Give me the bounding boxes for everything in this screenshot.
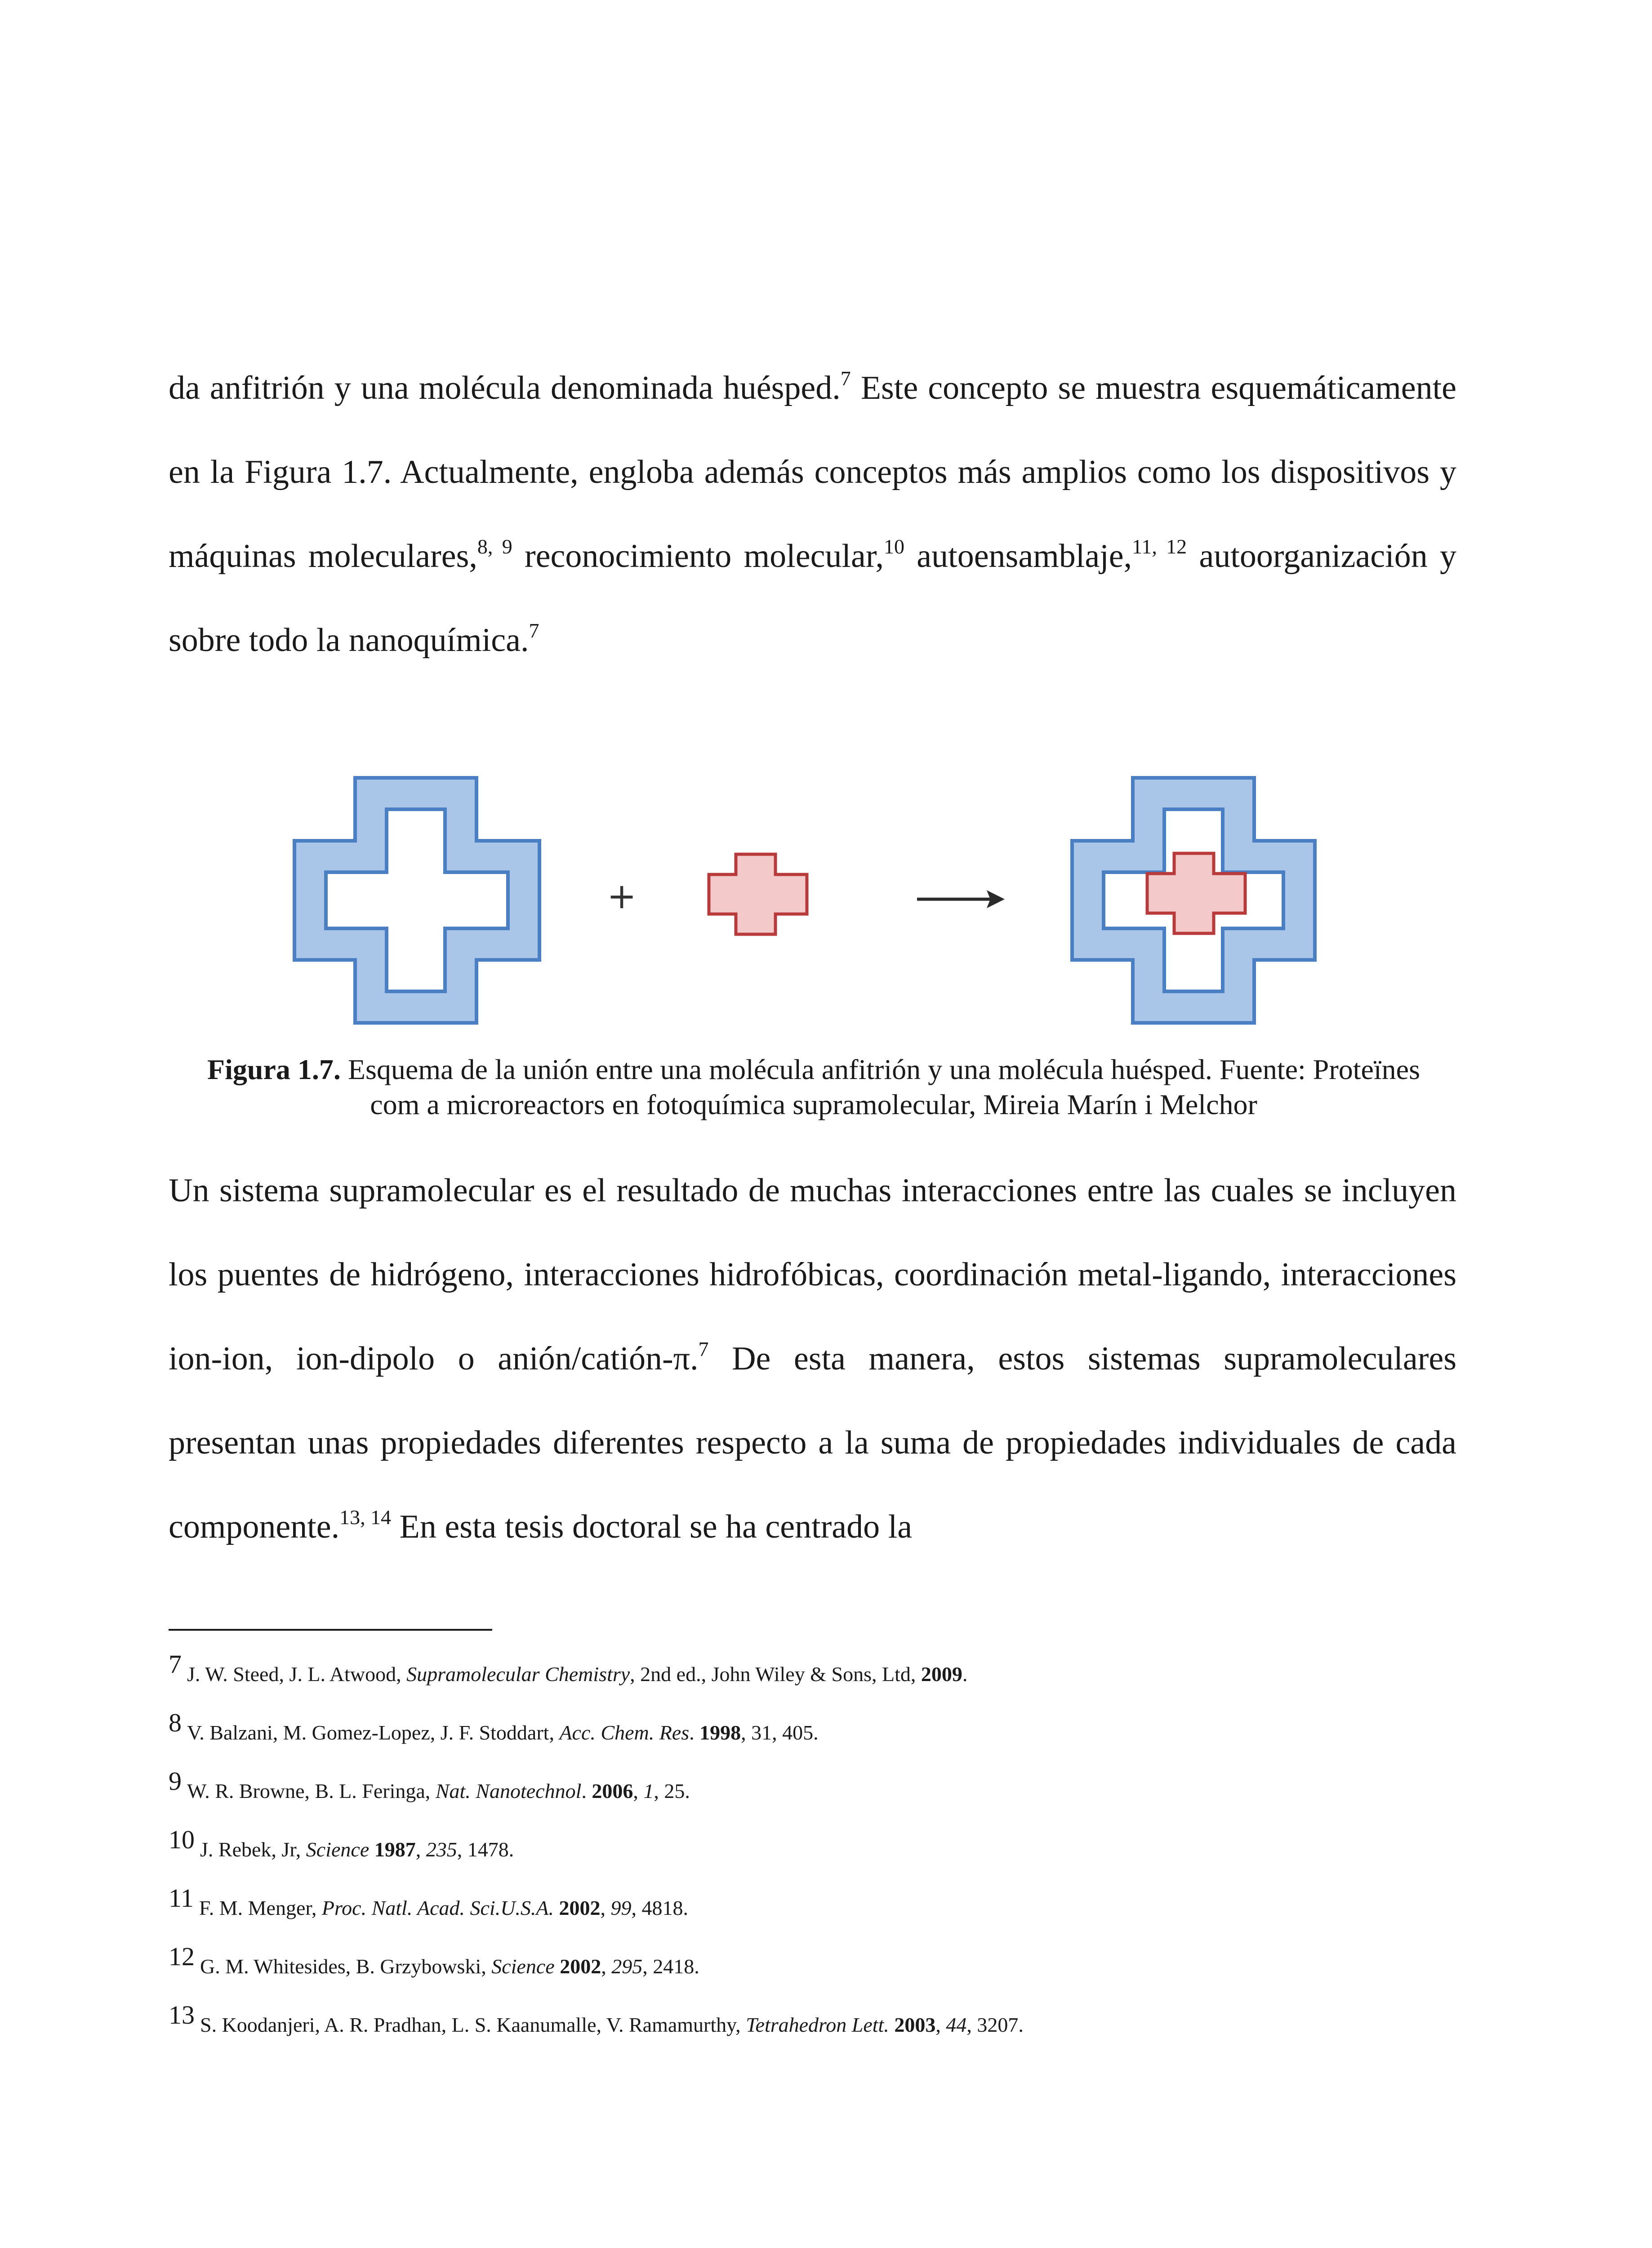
- figure-host-guest: [0, 764, 1652, 1030]
- text-run: De esta manera, estos sistemas supramoleculares presentan unas propiedades diferentes respecto a la suma de propiedades individuales de cada componente.: [169, 1340, 1456, 1545]
- body-paragraph-1: [169, 346, 1456, 682]
- footnote: 10 J. Rebek, Jr, Science 1987, 235, 1478.: [169, 1825, 514, 1861]
- caption-label: Figura 1.7.: [207, 1053, 341, 1085]
- footnote: 9 W. R. Browne, B. L. Feringa, Nat. Nanotechnol. 2006, 1, 25.: [169, 1766, 690, 1802]
- text-run: da anfitrión y una molécula denominada huésped.: [169, 370, 841, 406]
- footnote-separator: [169, 1629, 492, 1631]
- citation-ref: 11, 12: [1132, 535, 1187, 558]
- citation-ref: 7: [840, 367, 851, 390]
- reaction-arrow: [917, 890, 1005, 908]
- footnote: 12 G. M. Whitesides, B. Grzybowski, Science 2002, 295, 2418.: [169, 1942, 699, 1978]
- footnote: 11 F. M. Menger, Proc. Natl. Acad. Sci.U.S.A. 2002, 99, 4818.: [169, 1883, 689, 1919]
- host-guest-diagram: [0, 764, 1652, 1030]
- footnote: 13 S. Koodanjeri, A. R. Pradhan, L. S. Kaanumalle, V. Ramamurthy, Tetrahedron Lett. 2003, 44, 3207.: [169, 2000, 1024, 2036]
- citation-ref: 10: [884, 535, 904, 558]
- host-molecule: [294, 778, 539, 1023]
- citation-ref: 7: [698, 1338, 709, 1360]
- text-run: autoorganización y sobre todo la nanoquímica.: [169, 538, 1457, 659]
- text-run: En esta tesis doctoral se ha centrado la: [391, 1508, 913, 1545]
- citation-ref: 13, 14: [339, 1506, 392, 1529]
- body-paragraph-2: [169, 1149, 1456, 1569]
- text-run: reconocimiento molecular,: [512, 538, 884, 575]
- footnotes-list: [169, 1650, 1472, 2068]
- guest-molecule: [709, 854, 807, 934]
- citation-ref: 8, 9: [477, 535, 512, 558]
- figure-caption: [189, 1052, 1438, 1122]
- text-run: autoensamblaje,: [904, 538, 1132, 575]
- citation-ref: 7: [529, 619, 539, 642]
- text-run: Un sistema supramolecular es el resultado de muchas interacciones entre las cuales se incluyen los puentes de hidrógeno, interacciones hidrofóbicas, coordinación metal-ligando, interacciones ion-ion, ion-dipolo o anión/catión-π.: [169, 1172, 1456, 1377]
- host-guest-complex: [1072, 778, 1315, 1023]
- caption-text: Esquema de la unión entre una molécula anfitrión y una molécula huésped. Fuente: Proteïnes com a microreactors en fotoquímica supramolecular, Mireia Marín i Melchor: [340, 1053, 1420, 1120]
- footnote: 8 V. Balzani, M. Gomez-Lopez, J. F. Stoddart, Acc. Chem. Res. 1998, 31, 405.: [169, 1708, 819, 1744]
- plus-symbol: +: [607, 876, 637, 917]
- text-run: Este concepto se muestra esquemáticamente en la Figura 1.7. Actualmente, engloba además conceptos más amplios como los dispositivos y máquinas moleculares,: [169, 370, 1456, 575]
- footnote: 7 J. W. Steed, J. L. Atwood, Supramolecular Chemistry, 2nd ed., John Wiley & Sons, Ltd, 2009.: [169, 1650, 968, 1686]
